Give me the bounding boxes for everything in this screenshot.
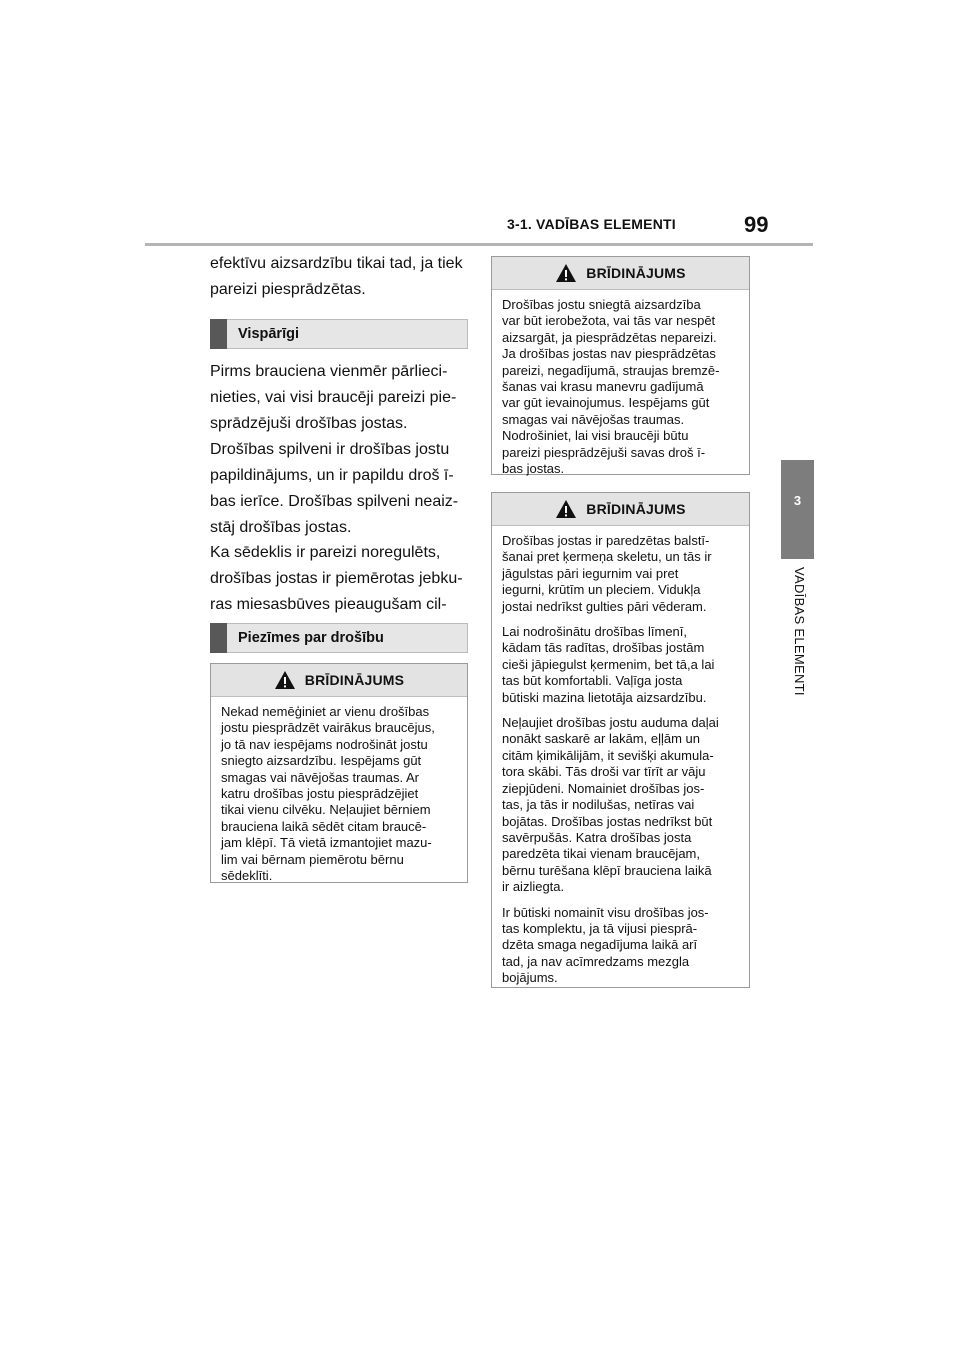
text-line: pareizi piesprādzējuši savas droš ī- [502,444,706,460]
text-line: sprādzējuši drošības jostas. [210,415,408,432]
warning-box-limited-protection [491,256,750,475]
text-line: var gūt ievainojumus. Iespējams gūt [502,395,710,411]
text-line: Lai nodrošinātu drošības līmenī, [502,624,687,640]
text-line: aizsargāt, ja piesprādzētas nepareizi. [502,329,717,345]
text-line: savērpušās. Katra drošības josta [502,829,692,845]
text-line: ziepjūdeni. Nomainiet drošības jos- [502,780,705,796]
text-line: citām ķimikālijām, it sevišķi akumula- [502,747,714,763]
warning-header [492,257,749,290]
warning-box-belt-care [491,492,750,988]
warning-title: BRĪDINĀJUMS [304,672,405,688]
text-line: bas ierīce. Drošības spilveni neaiz- [210,493,459,510]
chapter-tab [781,460,814,559]
text-line: būtiski mazina lietotāja aizsardzību. [502,689,707,705]
text-line: bojājums. [502,970,558,986]
text-line: tas komplektu, ja tā vijusi piesprā- [502,920,698,936]
text-line: cieši jāpiegulst ķermenim, bet tā,a lai [502,656,715,672]
text-line: smagas vai nāvējošas traumas. [502,411,685,427]
section-title: Vispārīgi [238,326,299,342]
warning-title: BRĪDINĀJUMS [586,501,686,517]
text-line: Drošības jostu sniegtā aizsardzība [502,297,701,312]
text-line: Pirms brauciena vienmēr pārlieci- [210,363,448,380]
text-line: pareizi, negadījumā, straujas bremzē- [502,362,720,378]
header-title: 3-1. VADĪBAS ELEMENTI [507,216,676,232]
chapter-label: VADĪBAS ELEMENTI [792,567,807,696]
text-line: jostu piesprādzēt vairākus braucējus, [221,720,435,736]
text-line: jostai nedrīkst gulties pāri vēderam. [502,598,707,614]
text-line: tora skābi. Tās droši var tīrīt ar vāju [502,764,706,780]
text-line: efektīvu aizsardzību tikai tad, ja tiek [210,255,463,272]
text-line: nieties, vai visi braucēji pareizi pie- [210,389,457,406]
text-line: lim vai bērnam piemērotu bērnu [221,851,404,867]
text-line: tad, ja nav acīmredzams mezgla [502,953,690,969]
warning-header [211,664,467,697]
text-line: Drošības spilveni ir drošības jostu [210,441,450,458]
text-line: tas būt komfortabli. Vaļīga josta [502,673,683,689]
text-line: Ka sēdeklis ir pareizi noregulēts, [210,544,441,561]
text-line: brauciena laikā sēdēt citam braucē- [221,818,427,834]
text-line: katru drošības jostu piesprādzējiet [221,786,419,802]
text-line: nonākt saskarē ar lakām, eļļām un [502,731,700,747]
text-line: Neļaujiet drošības jostu auduma daļai [502,715,719,731]
text-line: drošības jostas ir piemērotas jebku- [210,570,463,587]
text-line: sniegto aizsardzību. Iespējams gūt [221,753,422,769]
text-line: ras miesasbūves pieaugušam cil- [210,596,447,613]
text-line: Ir būtiski nomainīt visu drošības jos- [502,904,709,920]
paragraph-before-driving [210,359,458,541]
chapter-number: 3 [793,493,802,508]
text-line: jam klēpī. Tā vietā izmantojiet mazu- [221,835,432,851]
text-line: Ja drošības jostas nav piesprādzētas [502,346,716,362]
text-line: tas, ja tās ir nodilušas, netīras vai [502,797,695,813]
section-heading-safety-notes [210,623,468,653]
text-line: smagas vai nāvējošas traumas. Ar [221,769,419,785]
text-line: Drošības jostas ir paredzētas balstī- [502,533,710,548]
warning-paragraph [502,715,739,895]
warning-paragraph [502,624,739,706]
section-heading-general [210,319,468,349]
warning-triangle-icon [274,670,296,690]
text-line: var būt ierobežota, vai tās var nespēt [502,313,716,329]
warning-box-multiple-occupants [210,663,468,883]
text-line: sēdeklīti. [221,868,273,884]
text-line: ir aizliegta. [502,879,565,895]
text-line: paredzēta tikai vienam braucējam, [502,846,700,862]
warning-triangle-icon [555,263,577,283]
warning-title: BRĪDINĀJUMS [586,265,686,281]
page-number: 99 [744,212,769,237]
warning-triangle-icon [555,499,577,519]
text-line: jo tā nav iespējams nodrošināt jostu [221,736,428,752]
text-line: bērnu turēšana klēpī brauciena laikā [502,862,712,878]
header-divider [145,243,813,246]
text-line: tikai vienu cilvēku. Neļaujiet bērniem [221,802,431,818]
text-line: Nekad nemēģiniet ar vienu drošības [221,704,430,719]
warning-header [492,493,749,526]
text-line: pareizi piesprādzētas. [210,281,366,298]
text-line: bas jostas. [502,461,565,477]
text-line: papildinājums, un ir papildu droš ī- [210,467,454,484]
text-line: kādam tās radītas, drošības jostām [502,640,705,656]
text-line: stāj drošības jostas. [210,519,352,536]
text-line: šanai pret ķermeņa skeletu, un tās ir [502,549,712,565]
text-line: šanas vai krasu manevru gadījumā [502,379,704,395]
warning-text [492,526,749,987]
warning-text [492,290,749,477]
warning-paragraph [502,905,739,987]
warning-paragraph [502,533,739,615]
text-line: dzēta smaga negadījuma laikā arī [502,937,698,953]
section-marker [210,319,227,349]
text-line: Nodrošiniet, lai visi braucēji būtu [502,428,689,444]
text-line: jāgulstas pāri iegurnim vai pret [502,565,679,581]
text-line: iegurni, krūtīm un pleciem. Vidukļa [502,582,701,598]
section-marker [210,623,227,653]
intro-paragraph [210,251,463,303]
section-title: Piezīmes par drošību [238,630,384,646]
warning-text [211,697,467,884]
text-line: bojātas. Drošības jostas nedrīkst būt [502,813,713,829]
